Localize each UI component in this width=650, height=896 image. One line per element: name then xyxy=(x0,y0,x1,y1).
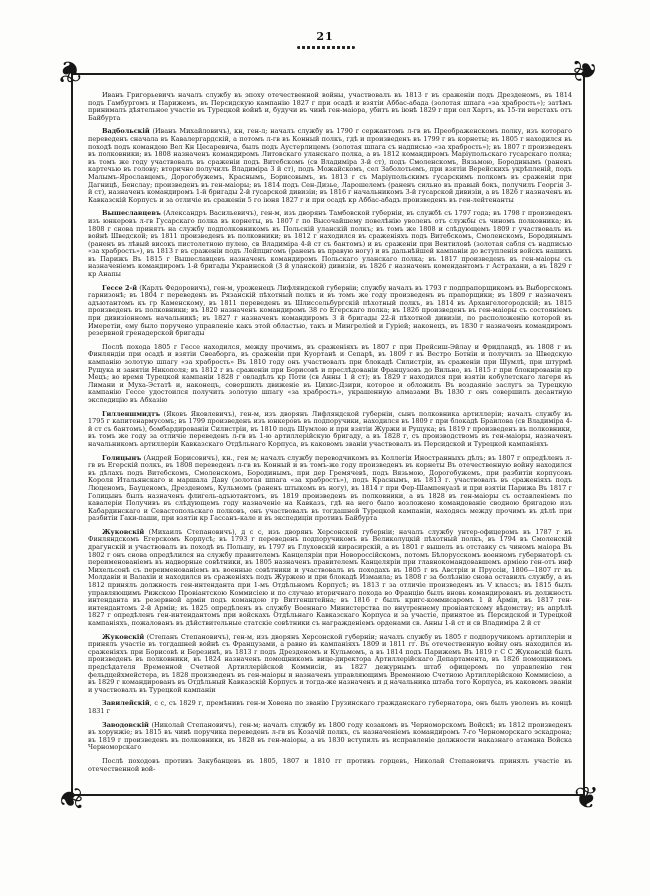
entry-body: (Андрей Борисовичъ), кн., ген м; началъ службу переводчикомъ въ Коллегіи Иностранныхъ дѣлъ; въ 1807 г опредѣленъ л-гв въ Егерскій полкъ, въ 1808 переведенъ л-гв въ Конный и въ томъ-же году произведенъ въ корнеты Въ отечественную войну находился въ дѣлахъ подъ Витебскомъ, Смоленскомъ, Бородинымъ, при дер Гремячевѣ, подъ Вязьмою, Дорогобужемъ, при разбитіи корпусовъ Короля Итальянскаго и маршала Даву (золотая шпага «за храбрость»), подъ Краснымъ, въ 1813 г. участвовалъ въ сраженіяхъ подъ Люценомъ, Бауценомъ, Дрезденомъ, Кульмомъ (раненъ штыкомъ въ ногу), въ 1814 г при Фер-Шампенуазѣ и при взятіи Парижа Въ 1817 г Голицынъ былъ назначенъ флигель-адъютантомъ, въ 1819 произведенъ въ полковники, а въ 1828 въ ген-маіоры съ оставленіемъ по кавалеріи Получивъ въ слѣдующемъ году назначеніе на Кавказъ, гдѣ на него было возложено командованіе сводною бригадою изъ Кабардинскаго и Севастопольскаго полковъ, онъ участвовалъ въ тогдашней Турецкой кампаніи, находясь между прочимъ въ дѣлѣ при разбитіи Гаки-паши, при взятіи кр Гассанъ-кале и въ экспедиціи противъ Байбурта xyxy=(88,453,572,523)
entry-body: Послѣ похода 1805 г Гессе находился, между прочимъ, въ сраженіяхъ въ 1807 г при Прейсиш-Эйлау и Фридландѣ, въ 1808 г въ Финляндіи при осадѣ и взятіи Свеаборга, въ сраженіи при Куортанѣ и Сепарѣ, въ 1809 г въ Вестро Ботніи и получилъ за Шведскую кампанію золотую шпагу «за храбрость» Въ 1810 году онъ участвовалъ при блокадѣ Силистріи, въ сраженіи при Шумлѣ, при штурмѣ Рущука и занятіи Никополя; въ 1812 г въ сраженіи при Борисовѣ и преслѣдованіи Французовъ до Вильно, въ 1815 г при блокированіи кр Мецъ; во время Турецкой кампаніи 1828 г овладѣлъ кр Поти (св Анны 1 й ст); въ 1829 г находился при взятіи кобулетскаго лагеря въ Лимани и Муха-Эстатѣ и, наконецъ, совершилъ движеніе въ Цихис-Дзири, которое и обложилъ Въ воздаяніе заслугъ за Турецкую кампанію Гессе удостоился получить золотую шпагу «за храбрость», украшенную алмазами Въ 1830 г онъ совершилъ десантную экспедицію въ Абхазію xyxy=(88,342,572,404)
entry-lead: Вышеславцевъ xyxy=(102,209,161,218)
entry-lead: Жуковскій xyxy=(102,527,145,536)
entry-body: (Карлъ Федоровичъ), ген-м, уроженецъ Лифляндской губерніи; службу началъ въ 1793 г подпрапорщикомъ въ Выборгскомъ гарнизонѣ; въ 1804 г переведенъ въ Рязанскій пѣхотный полкъ и въ томъ же году произведенъ въ прапорщики; въ 1809 г назначенъ адъютантомъ къ гр Каменскому, въ 1811 переведенъ въ Шлиссельбургскій пѣхотный полкъ, въ 1814 въ Архангелогородскій; въ 1815 произведенъ въ полковники; въ 1820 назначенъ командиромъ 38 го Егерскаго полка; въ 1826 произведенъ въ ген-маіоры съ состояніемъ при дивизіонномъ начальникѣ; въ 1827 г назначенъ командиромъ 3 й бригады 22-й пѣхотной дивизіи, по расположенію которой въ Имеретіи, ему было поручено управленіе какъ этой областью, такъ и Мингреліей и Гуріей; наконецъ, въ 1830 г назначенъ командиромъ резервной гренадерской бригады xyxy=(88,283,572,338)
entry-lead: Вадбольскій xyxy=(102,127,150,136)
entry-body: (Яковъ Яковлевичъ), ген-м, изъ дворянъ Лифляндской губерніи, сынъ полковника артиллеріи; началъ службу въ 1795 г капитенармусомъ; въ 1799 произведенъ изъ юнкеровъ въ подпоручики, находился въ 1809 г при блокадѣ Браилова (св Владиміра 4-й ст съ бантомъ), бомбардированіи Силистріи, въ 1810 подъ Шумлою и при взятіи Журжи и Рущука; въ 1819 г произведенъ въ полковники, въ томъ же году за отличіе переведенъ л-гв въ 1-ю артиллерійскую бригаду, а въ 1828 г, съ производствомъ въ ген-маіоры, назначенъ начальникомъ артиллеріи Кавказскаго Отдѣльнаго Корпуса, въ каковомъ званіи участвовалъ въ Персидской и Турецкой кампаніяхъ xyxy=(88,409,572,448)
entry-body: (Николай Степановичъ), ген-м; началъ службу въ 1800 году козакомъ въ Черноморскомъ Войскѣ; въ 1812 произведенъ въ хорунжіе; въ 1815 въ чинѣ поручика переведенъ л-гв въ Козачій полкъ, съ назначеніемъ командиромъ 7-го Черноморскаго эскадрона; въ 1819 г произведенъ въ полковники, въ 1828 въ ген-маіоры, а въ 1830 вступилъ въ исправленіе должности наказнаго атамана Войска Черноморскаго xyxy=(88,720,572,752)
entry-paragraph xyxy=(88,455,572,523)
entry-paragraph xyxy=(88,344,572,405)
entry-lead: Гессе 2-й xyxy=(102,283,138,292)
entry-paragraph xyxy=(88,758,572,773)
entry-body: Послѣ походовъ противъ Закубанцевъ въ 1805, 1807 и 1810 гг противъ горцевъ, Николай Степановичъ принялъ участіе въ отечественной вой- xyxy=(88,756,572,773)
entry-body: , с с, съ 1829 г, премѣнивъ ген-м Ховена по званію Грузинскаго гражданскаго губернатора, онъ былъ уволенъ въ концѣ 1831 г xyxy=(88,699,572,715)
floral-corner-ornament-icon: ❦ xyxy=(52,786,88,812)
floral-corner-ornament-icon: ❦ xyxy=(57,53,83,88)
entry-paragraph xyxy=(88,529,572,628)
floral-corner-ornament-icon: ❦ xyxy=(568,57,604,83)
entry-paragraph xyxy=(88,128,572,204)
entry-lead: Жуковскій xyxy=(102,632,145,641)
entry-paragraph xyxy=(88,722,572,752)
entry-body: (Степанъ Степановичъ), ген-м, изъ дворянъ Херсонской губерніи; началъ службу въ 1805 г подпоручикомъ артиллеріи и принялъ участіе въ тогдашней войнѣ съ Французами, а равно въ кампаніяхъ 1809 и 1811 гг. Въ отечественную войну онъ находился въ сраженіяхъ при Борисовѣ и Березинѣ, въ 1813 г подъ Дрезденомъ и Кульмомъ, а въ 1814 подъ Парижемъ Въ 1819 г С С Жуковскій былъ произведенъ въ полковники, въ 1824 назначенъ помощникомъ вице-директора Артиллерійскаго Департамента, въ 1826 помощникомъ предсѣдателя Временной Счетной Артиллерійской Коммисіи, въ 1827 дежурнымъ штаб офицеромъ по управленію ген фельдцейхмейстера, въ 1828 произведенъ въ ген-маіоры и назначенъ управляющимъ Временною Счетною Артиллерійскою Коммисіею, а въ 1829 г командированъ въ Отдѣльный Кавказскій Корпусъ и тогда-же назначенъ и д начальника штаба того Корпуса, въ каковомъ званіи и участвовалъ въ Турецкой кампаніи xyxy=(88,632,572,694)
entry-lead: Гилленшмидтъ xyxy=(102,409,161,418)
page-number: 21 xyxy=(316,30,334,43)
entry-lead: Заводовскій xyxy=(102,720,149,729)
entry-body: Иванъ Григорьевичъ началъ службу въ эпоху отечественной войны, участвовалъ въ 1813 г въ сраженіи подъ Дрезденомъ, въ 1814 подъ Гамбургомъ и Парижемъ, въ Персидскую кампанію 1827 г при осадѣ и взятіи Аббас-абада (золотая шпага «за храбрость»); затѣмъ принималъ дѣятельное участіе въ Турецкой войнѣ и, будучи въ чинѣ ген-маіора, убитъ въ іюнѣ 1829 г при сел Хартъ, въ 15-ти верстахъ отъ Байбурта xyxy=(88,91,572,122)
entry-body: (Иванъ Михайловичъ), кн, ген-л; началъ службу въ 1790 г сержантомъ л-гв въ Преображенскомъ полку, изъ котораго переведенъ сначала въ Кавалергардскій, а потомъ л-гв въ Конный полкъ, гдѣ и произведенъ въ 1799 г въ корнеты; въ 1805 г находился въ походѣ подъ командою Вел Кн Цесаревича, былъ подъ Аустерлицемъ (золотая шпага съ надписью «за храбрость»); въ 1807 г произведенъ въ полковники; въ 1808 назначенъ командиромъ Литовскаго уланскаго полка, а въ 1812 командиромъ Маріупольскаго гусарскаго полка; въ томъ же году участвовалъ въ сраженіи подъ Витебскомъ (св Владиміра 3-й ст), подъ Смоленскомъ, Вязьмою, Бородинымъ (раненъ картечью въ голову; вторично получилъ Владиміра 3 й ст), подъ Можайскомъ, сел Заболотьемъ, при взятіи Верейскихъ укрѣпленій, подъ Малымъ-Ярославцемъ, Дорогобужемъ, Краснымъ, Борисовымъ, въ 1813 г съ Маріупольскимъ гусарскимъ полкомъ въ сраженіи при Дагницѣ, Бенслау; произведенъ въ ген-маіоры; въ 1814 подъ Сен-Дизье, Ларошелемъ (раненъ сильно въ правый бокъ, получилъ Георгія 3-й ст), назначенъ командиромъ 1-й бригады 2-й гусарской дивизіи; въ 1816 г начальникомъ 3-й гусарской дивизіи, а въ 1826 г назначенъ въ Кавказскій Корпусъ и за отличіе въ сраженіи 5 го іюня 1827 г и при осадѣ кр Аббас-абадъ произведенъ въ ген-лейтенанты xyxy=(88,127,572,204)
entry-paragraph xyxy=(88,210,572,278)
entry-body: (Александръ Васильевичъ), ген-м, изъ дворянъ Тамбовской губерніи, въ службѣ съ 1797 года; въ 1798 г произведенъ изъ юнкеровъ л-гв Гусарскаго полка въ корнеты, въ 1807 г по Высочайшему повелѣнію уволенъ отъ службы съ чиномъ полковника; въ 1808 г снова принятъ на службу подполковникомъ въ Польскій уланскій полкъ; въ томъ же 1808 и слѣдующемъ 1809 г участвовалъ въ войнѣ Шведской; въ 1811 произведенъ въ полковники; въ 1812 г находился въ сраженіяхъ подъ Витебскомъ, Смоленскомъ, Бородинымъ (раненъ въ лѣвый високъ пистолетною пулею, св Владиміра 4-й ст съ бантомъ) и въ сраженіи при Вентиловѣ (золотая сабля съ надписью «за храбрость»), въ 1813 г въ сраженіи подъ Лейпцигомъ (раненъ въ правую ногу) и въ дальнѣйшей кампаніи до вступленія войскъ нашихъ въ Парижъ Въ 1815 г Вышеславцевъ назначенъ командиромъ Польскаго уланскаго полка; въ 1817 произведенъ въ ген-маіоры съ назначеніемъ командиромъ 1-й бригады Украинской (3 й уланской) дивизіи, въ 1826 г назначенъ комендантомъ г Астрахани, а въ 1829 г кр Анапы xyxy=(88,209,572,279)
entry-paragraph xyxy=(88,634,572,695)
entry-paragraph xyxy=(88,700,572,715)
entry-paragraph xyxy=(88,411,572,449)
entry-lead: Голицынъ xyxy=(102,453,142,462)
entry-paragraph xyxy=(88,92,572,122)
entry-paragraph xyxy=(88,285,572,338)
entry-lead: Завилейскій xyxy=(102,699,150,708)
entry-body: (Михаилъ Степановичъ), д с с, изъ дворянъ Херсонской губерніи; началъ службу унтер-офицеромъ въ 1787 г въ Финляндскомъ Егерскомъ Корпусѣ; въ 1793 г переведенъ подпоручикомъ въ Великолуцкій пѣхотный полкъ, въ 1794 въ Смоленскій драгунскій и участвовалъ въ походѣ въ Польшу, въ 1797 въ Глуховскій кирасирскій, а въ 1801 г вышелъ въ отставку съ чиномъ маіора Въ 1802 г онъ снова опредѣлился на службу правителемъ Канцеляріи при Новороссійскомъ, потомъ Бѣлорусскомъ военномъ губернаторѣ съ переименованіемъ въ надворные совѣтники, въ 1805 назначенъ правителемъ Канцеляріи при главнокомандовавшемъ арміею ген-отъ инф Михельсонѣ съ переименованіемъ въ военные совѣтники и участвовалъ въ походахъ въ 1805 г въ Австріи и Пруссіи, 1806—1807 гг въ Молдавіи и Валахіи и находился въ сраженіяхъ подъ Журжею и при блокадѣ Измаила; въ 1808 г за болѣзнію снова оставилъ службу, а въ 1812 принялъ должность ген-интенданта при 1-мъ Отдѣльномъ Корпусѣ; въ 1813 г за отличіе произведенъ въ V классъ; въ 1815 былъ управляющимъ Рижскою Провіантскою Коммисіею и по случаю вторичнаго похода во Францію былъ вновь командированъ въ должность интенданта въ резервной арміи подъ командою гр Витгенштейна; въ 1816 г былъ кригс-коммисаромъ 1 й Арміи, въ 1817 ген-интендантомъ 2-й Арміи; въ 1825 опредѣленъ въ службу Военнаго Министерства по внутреннему провіантскому вѣдомству; въ апрѣлѣ 1827 г опредѣленъ ген-интендантомъ при войскахъ Отдѣльнаго Кавказскаго Корпуса и за участіе, принятое въ Персидской и Турецкой кампаніяхъ, пожалованъ въ дѣйствительные статскіе совѣтники съ награжденіемъ орденами св. Анны 1-й ст и св Владиміра 2 й ст xyxy=(88,527,572,627)
floral-corner-ornament-icon: ❦ xyxy=(573,781,599,816)
text-block xyxy=(88,92,572,779)
page-number-rule xyxy=(297,46,355,49)
